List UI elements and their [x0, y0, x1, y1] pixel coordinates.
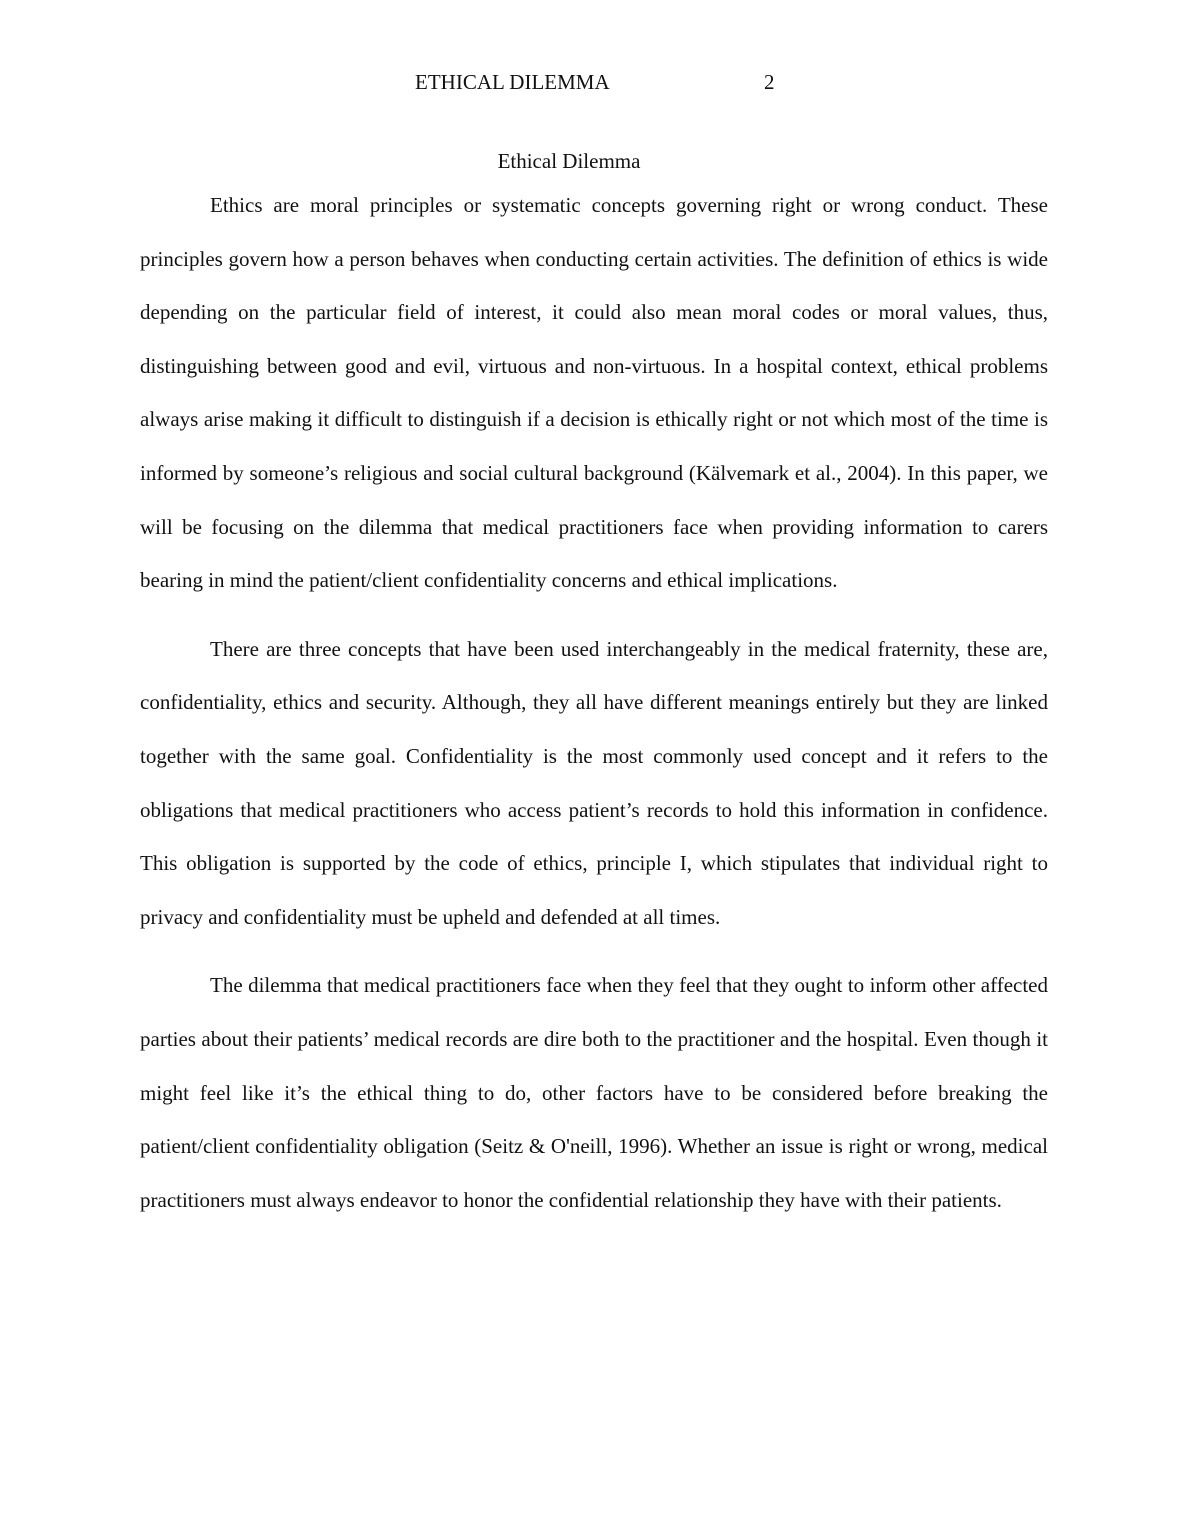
page-header — [0, 70, 1190, 100]
body-paragraph: There are three concepts that have been used interchangeably in the medical fraternity, these are, confidentiality, ethics and security. Although, they all have different meanings entirely but they are linked together with the same goal. Confidentiality is the most commonly used concept and it refers to the obligations that medical practitioners who access patient’s records to hold this information in confidence. This obligation is supported by the code of ethics, principle I, which stipulates that individual right to privacy and confidentiality must be upheld and defended at all times. — [140, 636, 1048, 929]
document-body — [140, 179, 1048, 1242]
body-paragraph: The dilemma that medical practitioners face when they feel that they ought to inform other affected parties about their patients’ medical records are dire both to the practitioner and the hospital. Even though it might feel like it’s the ethical thing to do, other factors have to be considered before breaking the patient/client confidentiality obligation (Seitz & O'neill, 1996). Whether an issue is right or wrong, medical practitioners must always endeavor to honor the confidential relationship they have with their patients. — [140, 973, 1048, 1212]
body-paragraph: Ethics are moral principles or systematic concepts governing right or wrong conduct. These principles govern how a person behaves when conducting certain activities. The definition of ethics is wide depending on the particular field of interest, it could also mean moral codes or moral values, thus, distinguishing between good and evil, virtuous and non-virtuous. In a hospital context, ethical problems always arise making it difficult to distinguish if a decision is ethically right or not which most of the time is informed by someone’s religious and social cultural background (Kälvemark et al., 2004). In this paper, we will be focusing on the dilemma that medical practitioners face when providing information to carers bearing in mind the patient/client confidentiality concerns and ethical implications. — [140, 193, 1048, 593]
running-head: ETHICAL DILEMMA — [415, 70, 610, 94]
document-title: Ethical Dilemma — [497, 149, 641, 173]
page-number: 2 — [764, 70, 775, 94]
